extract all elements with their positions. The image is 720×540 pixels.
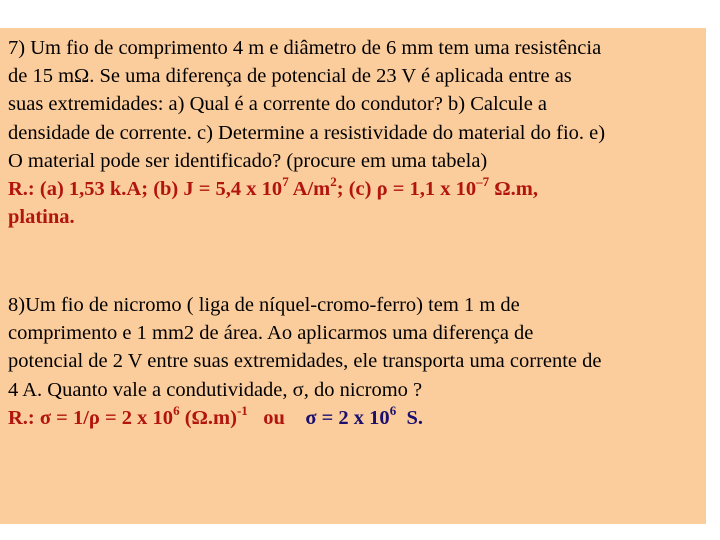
problem-8-line: potencial de 2 V entre suas extremidades, ele transporta uma corrente de xyxy=(8,350,602,373)
problem-8-line: 8)Um fio de nicromo ( liga de níquel-cromo-ferro) tem 1 m de xyxy=(8,294,520,316)
answer-exponent: 6 xyxy=(389,402,397,418)
answer-text: R.: σ = 1/ρ = 2 x 10 xyxy=(8,406,174,429)
problem-8-answer xyxy=(8,404,700,432)
answer-exponent: 6 xyxy=(173,402,180,418)
problem-7-line: de 15 mΩ. Se uma diferença de potencial de 23 V é aplicada entre as xyxy=(8,65,572,88)
problem-7 xyxy=(8,34,700,231)
problem-7-answer-line-2: platina. xyxy=(8,206,75,229)
problem-7-line: densidade de corrente. c) Determine a resistividade do material do fio. e) xyxy=(8,121,606,144)
answer-text: ; (c) ρ = 1,1 x 10 xyxy=(336,177,477,200)
problem-7-line: 7) Um fio de comprimento 4 m e diâmetro de 6 mm tem uma resistência xyxy=(8,37,602,59)
answer-text: σ = 2 x 10 xyxy=(300,406,390,429)
answer-text: S. xyxy=(396,406,423,429)
answer-text: R.: (a) 1,53 k.A; (b) J = 5,4 x 10 xyxy=(8,177,283,200)
problem-8-line: 4 A. Quanto vale a condutividade, σ, do nicromo ? xyxy=(8,378,423,401)
answer-exponent: -1 xyxy=(236,402,248,418)
problem-7-line: O material pode ser identificado? (procure em uma tabela) xyxy=(8,149,488,172)
problem-8-line: comprimento e 1 mm2 de área. Ao aplicarmos uma diferença de xyxy=(8,322,534,345)
answer-exponent: 7 xyxy=(282,174,289,190)
answer-connector: ou xyxy=(247,406,301,429)
problem-8 xyxy=(8,291,700,432)
problem-7-line: suas extremidades: a) Qual é a corrente do condutor? b) Calcule a xyxy=(8,93,548,116)
answer-text: Ω.m, xyxy=(489,177,538,200)
problem-7-answer xyxy=(8,175,700,203)
answer-text: A/m xyxy=(288,177,331,200)
answer-exponent: 2 xyxy=(330,174,337,190)
answer-exponent: –7 xyxy=(476,174,490,190)
answer-text: (Ω.m) xyxy=(179,406,237,429)
